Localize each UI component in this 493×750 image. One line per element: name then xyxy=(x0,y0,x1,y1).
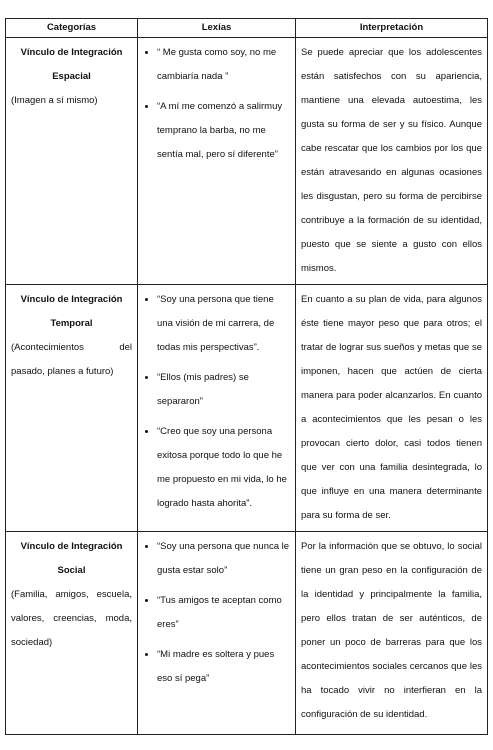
category-title: Vínculo de Integración xyxy=(20,47,123,58)
table-row xyxy=(6,532,488,735)
lexia-item: • “A mí me comenzó a salirmuy temprano la barba, no me sentía mal, pero sí diferente” xyxy=(157,95,290,167)
lexia-item: • “Soy una persona que tiene una visión de mi carrera, de todas mis perspectivas”. xyxy=(157,288,290,360)
lexias-cell xyxy=(138,532,296,735)
lexias-list xyxy=(143,535,290,691)
category-note: (Imagen a sí mismo) xyxy=(11,95,98,106)
interpretation-cell: Se puede apreciar que los adolescentes están satisfechos con su apariencia, mantiene una elevada autoestima, les gusta su forma de ser y su físico. Aunque cabe rescatar que los cambios por los que están atravesando en algunas ocasiones les disgustan, pero su forma de percibirse contribuye a la formación de su identidad, puesto que se siente a gusto con ellos mismos. xyxy=(296,38,488,285)
category-cell xyxy=(6,532,138,735)
lexia-item: • “Soy una persona que nunca le gusta estar solo” xyxy=(157,535,290,583)
table-row xyxy=(6,38,488,285)
header-interpretacion: Interpretación xyxy=(296,19,488,38)
category-cell xyxy=(6,285,138,532)
lexia-item: • “Tus amigos te aceptan como eres” xyxy=(157,589,290,637)
lexias-cell xyxy=(138,285,296,532)
interpretation-cell: Por la información que se obtuvo, lo social tiene un gran peso en la configuración de la identidad y principalmente la familia, pero ellos tratan de ser auténticos, de poner un poco de barreras para que los acontecimientos sociales cercanos que les ha tocado vivir no interfieran en la configuración de su identidad. xyxy=(296,532,488,735)
lexias-list xyxy=(143,41,290,167)
category-title: Vínculo de Integración xyxy=(20,294,123,305)
lexias-cell xyxy=(138,38,296,285)
category-note: (Acontecimientos del pasado, planes a futuro) xyxy=(11,342,132,377)
category-subtitle: Social xyxy=(57,565,86,576)
lexia-item: • “ Me gusta como soy, no me cambiaría nada ” xyxy=(157,41,290,89)
lexias-list xyxy=(143,288,290,516)
category-subtitle: Temporal xyxy=(50,318,93,329)
table-row xyxy=(6,285,488,532)
header-lexias: Lexías xyxy=(138,19,296,38)
lexia-item: • “Mi madre es soltera y pues eso sí pega” xyxy=(157,643,290,691)
document-page xyxy=(5,18,487,735)
category-title: Vínculo de Integración xyxy=(20,541,123,552)
categories-table xyxy=(5,18,488,735)
category-note: (Familia, amigos, escuela, valores, creencias, moda, sociedad) xyxy=(11,589,132,648)
interpretation-cell: En cuanto a su plan de vida, para algunos éste tiene mayor peso que para otros; el tratar de lograr sus sueños y metas que se imponen, hacen que actúen de cierta manera para poder alcanzarlos. En cuanto a acontecimientos que les pesan o les provocan cierto dolor, casi todos tienen que ver con una familia desintegrada, lo que influye en una manera determinante para su forma de ser. xyxy=(296,285,488,532)
header-categorias: Categorías xyxy=(6,19,138,38)
table-header-row xyxy=(6,19,488,38)
lexia-item: • “Creo que soy una persona exitosa porque todo lo que he me propuesto en mi vida, lo he logrado hasta ahorita”. xyxy=(157,420,290,516)
category-cell xyxy=(6,38,138,285)
category-subtitle: Espacial xyxy=(52,71,91,82)
lexia-item: • “Ellos (mis padres) se separaron” xyxy=(157,366,290,414)
